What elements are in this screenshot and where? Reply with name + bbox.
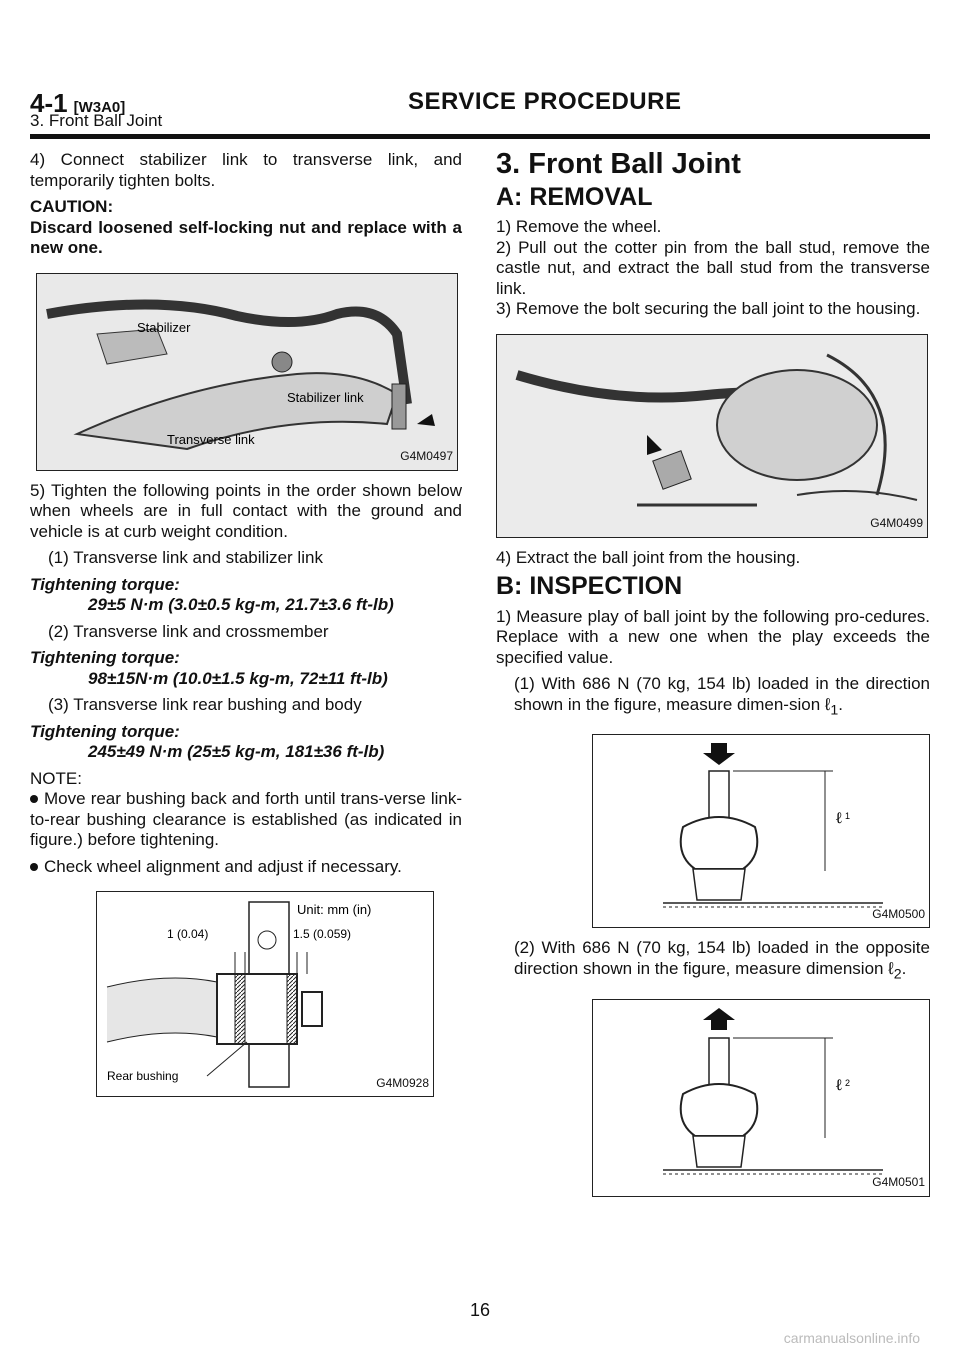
- caution-text: Discard loosened self-locking nut and replace with a new one.: [30, 217, 462, 257]
- torque-label-2: Tightening torque:: [30, 648, 180, 667]
- figure-stabilizer: [36, 273, 458, 471]
- step-5: 5) Tighten the following points in the order shown below when wheels are in full contact with the ground and vehicle is at curb weight condition.: [30, 480, 462, 541]
- torque-label-1: Tightening torque:: [30, 574, 180, 594]
- inspection-step-1: 1) Measure play of ball joint by the following pro-cedures. Replace with a new one when the play exceeds the specified value.: [496, 606, 930, 667]
- torque-value-3: 245±49 N·m (25±5 kg-m, 181±36 ft-lb): [88, 742, 385, 761]
- figure-ball-joint-l2: [592, 999, 930, 1197]
- figure-caption: G4M0501: [872, 1175, 925, 1190]
- removal-step-1: 1) Remove the wheel.: [496, 217, 662, 236]
- page-subtitle: 3. Front Ball Joint: [30, 111, 163, 130]
- label-rear-bushing: Rear bushing: [107, 1069, 179, 1083]
- unit-label: Unit: mm (in): [297, 902, 372, 917]
- note-text-1: Move rear bushing back and forth until trans-verse link-to-rear bushing clearance is established (as indicated in figure.) before tightening.: [30, 789, 462, 849]
- label-stabilizer: Stabilizer: [137, 319, 191, 335]
- ball-joint-l1-diagram: [593, 735, 929, 927]
- figure-caption: G4M0928: [376, 1075, 429, 1090]
- removal-step-2: 2) Pull out the cotter pin from the ball stud, remove the castle nut, and extract the ball stud from the transverse link.: [496, 237, 930, 298]
- step-4: 4) Connect stabilizer link to transverse link, and temporarily tighten bolts.: [30, 150, 462, 190]
- substep-1: (1) Transverse link and stabilizer link: [48, 548, 323, 567]
- watermark[interactable]: carmanualsonline.info: [783, 1330, 920, 1346]
- figure-caption: G4M0499: [870, 516, 923, 530]
- page-title: SERVICE PROCEDURE: [408, 88, 682, 115]
- torque-label-3: Tightening torque:: [30, 721, 180, 741]
- section-code: [W3A0]: [73, 99, 126, 116]
- l2-label-sub: 2: [845, 1077, 851, 1088]
- subsection-removal: A: REMOVAL: [496, 182, 653, 211]
- l2-label: ℓ: [835, 1076, 843, 1094]
- figure-rear-bushing: [96, 891, 434, 1097]
- l1-label: ℓ: [835, 810, 843, 828]
- ball-joint-l2-diagram: [593, 1000, 929, 1196]
- note-label: NOTE:: [30, 768, 82, 788]
- left-column: [30, 150, 462, 1107]
- note-item-1: [30, 789, 462, 851]
- figure-caption: G4M0500: [872, 906, 925, 921]
- removal-step-3: 3) Remove the bolt securing the ball joint to the housing.: [496, 299, 921, 318]
- l1-label-sub: 1: [845, 811, 851, 822]
- dim-1: 1 (0.04): [167, 927, 209, 941]
- rear-bushing-diagram: [97, 892, 433, 1096]
- section-heading: 3. Front Ball Joint: [496, 148, 741, 180]
- inspection-substep-2-text: (2) With 686 N (70 kg, 154 lb) loaded in the opposite direction shown in the figure, measure dimension ℓ: [514, 938, 930, 978]
- removal-step-4: 4) Extract the ball joint from the housing.: [496, 547, 801, 567]
- figure-ball-joint-removal: [496, 334, 928, 538]
- inspection-substep-2: (2) With 686 N (70 kg, 154 lb) loaded in the opposite direction shown in the figure, measure dimension ℓ$_2$.: [514, 938, 930, 983]
- page-number: 16: [469, 1300, 491, 1320]
- section-number: 4-1: [30, 88, 68, 118]
- substep-2: (2) Transverse link and crossmember: [48, 621, 329, 641]
- note-text-2: Check wheel alignment and adjust if necessary.: [44, 856, 402, 876]
- right-column: [496, 150, 930, 1207]
- substep-3: (3) Transverse link rear bushing and body: [48, 695, 362, 714]
- l2-subscript: 2: [893, 966, 902, 983]
- stabilizer-illustration: [37, 274, 457, 470]
- figure-caption: G4M0497: [400, 449, 453, 463]
- bullet-icon: [30, 795, 38, 803]
- inspection-substep-1: (1) With 686 N (70 kg, 154 lb) loaded in the direction shown in the figure, measure dimen-sion ℓ$_1$.: [514, 674, 930, 718]
- ball-joint-removal-illustration: [497, 335, 927, 537]
- label-transverse-link: Transverse link: [167, 431, 255, 447]
- caution-label: CAUTION:: [30, 197, 114, 216]
- torque-value-2: 98±15N·m (10.0±1.5 kg-m, 72±11 ft-lb): [88, 668, 388, 688]
- label-stabilizer-link: Stabilizer link: [287, 389, 364, 405]
- inspection-substep-1-text: (1) With 686 N (70 kg, 154 lb) loaded in the direction shown in the figure, measure dimen-sion ℓ: [514, 674, 930, 714]
- torque-value-1: 29±5 N·m (3.0±0.5 kg-m, 21.7±3.6 ft-lb): [88, 595, 394, 614]
- bullet-icon: [30, 863, 38, 871]
- subsection-inspection: B: INSPECTION: [496, 572, 683, 600]
- l1-subscript: 1: [830, 701, 839, 718]
- figure-ball-joint-l1: [592, 734, 930, 928]
- dim-2: 1.5 (0.059): [293, 927, 352, 941]
- header-rule: [30, 134, 930, 139]
- note-item-2: [30, 857, 462, 878]
